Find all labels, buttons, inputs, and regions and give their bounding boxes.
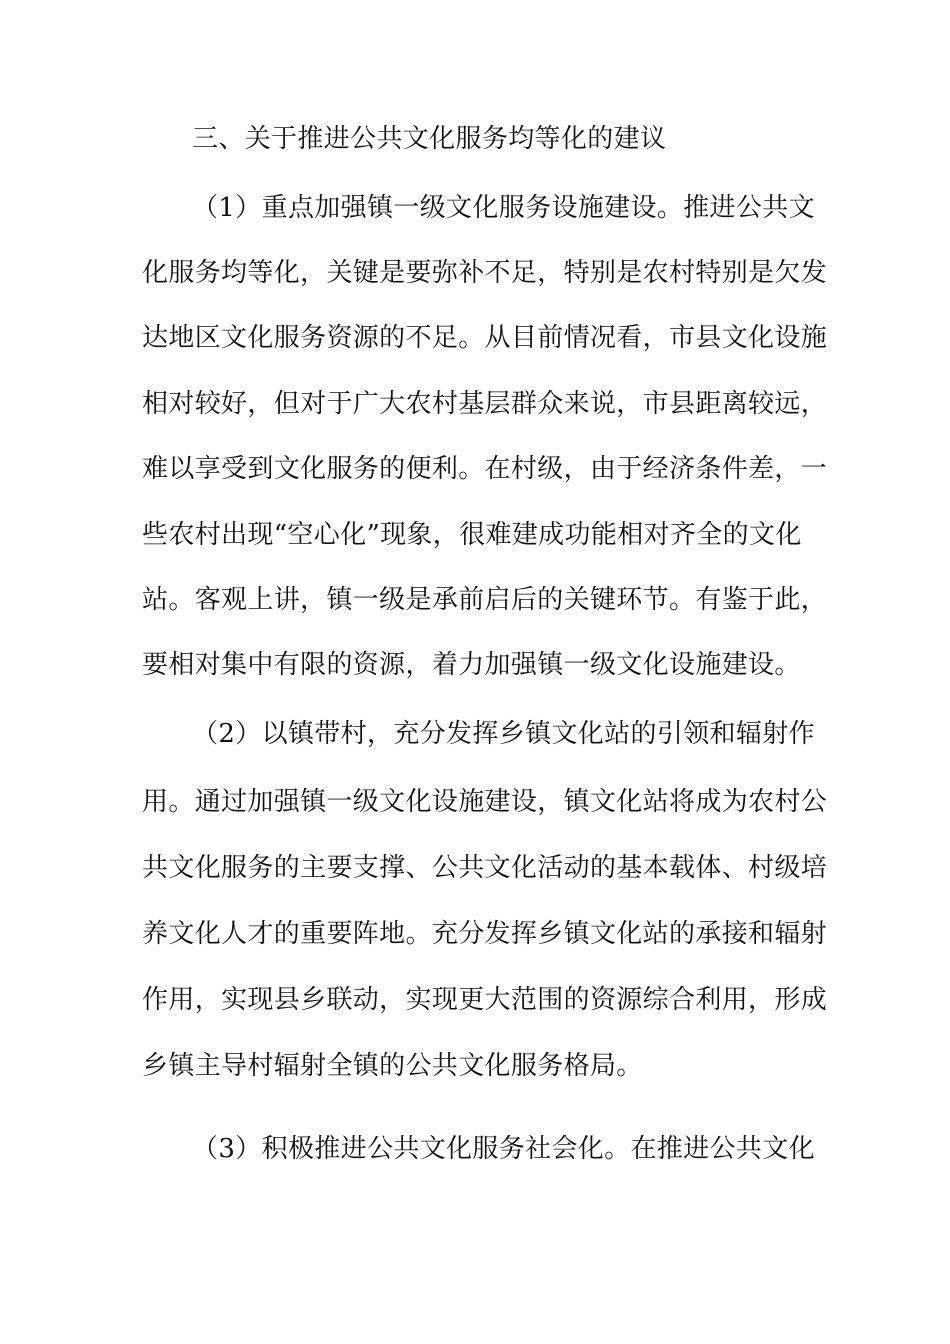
paragraph-line: 站。客观上讲，镇一级是承前启后的关键环节。有鉴于此，: [142, 585, 828, 615]
paragraph-line: 用。通过加强镇一级文化设施建设，镇文化站将成为农村公: [142, 787, 828, 817]
paragraph-line: 相对较好，但对于广大农村基层群众来说，市县距离较远，: [142, 389, 828, 419]
paragraph-line: 要相对集中有限的资源，着力加强镇一级文化设施建设。: [142, 650, 801, 680]
section-heading: 三、关于推进公共文化服务均等化的建议: [192, 124, 667, 154]
paragraph-line: 达地区文化服务资源的不足。从目前情况看，市县文化设施: [142, 323, 828, 353]
paragraph-line: （3）积极推进公共文化服务社会化。在推进公共文化: [192, 1134, 815, 1164]
paragraph-line: 养文化人才的重要阵地。充分发挥乡镇文化站的承接和辐射: [142, 919, 828, 949]
paragraph-line: 作用，实现县乡联动，实现更大范围的资源综合利用，形成: [142, 985, 828, 1015]
paragraph-line: 些农村出现“空心化”现象，很难建成功能相对齐全的文化: [142, 520, 802, 550]
paragraph-line: （2）以镇带村，充分发挥乡镇文化站的引领和辐射作: [192, 719, 815, 749]
paragraph-line: 乡镇主导村辐射全镇的公共文化服务格局。: [142, 1051, 643, 1081]
paragraph-line: 难以享受到文化服务的便利。在村级，由于经济条件差，一: [142, 454, 828, 484]
paragraph-line: 共文化服务的主要支撑、公共文化活动的基本载体、村级培: [142, 853, 828, 883]
paragraph-line: （1）重点加强镇一级文化服务设施建设。推进公共文: [192, 193, 815, 223]
paragraph-line: 化服务均等化，关键是要弥补不足，特别是农村特别是欠发: [142, 258, 828, 288]
